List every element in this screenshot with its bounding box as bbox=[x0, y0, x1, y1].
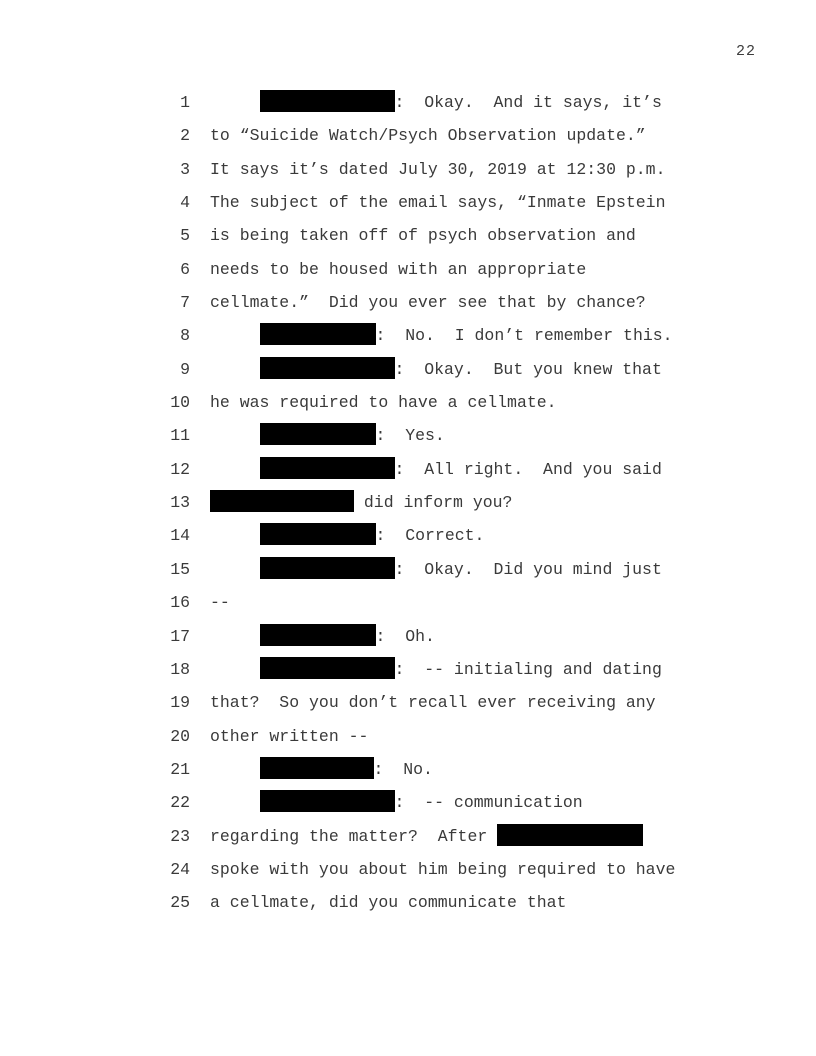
transcript-line bbox=[0, 853, 816, 886]
line-number: 18 bbox=[170, 659, 190, 679]
redaction-bar bbox=[260, 423, 376, 445]
line-number: 9 bbox=[180, 359, 190, 379]
transcript-text: regarding the matter? After bbox=[210, 820, 643, 853]
line-number: 16 bbox=[170, 593, 190, 613]
transcript-text: : -- initialing and dating bbox=[210, 653, 662, 686]
line-number: 4 bbox=[180, 193, 190, 213]
transcript-line bbox=[0, 286, 816, 319]
transcript-text: other written -- bbox=[210, 726, 369, 746]
redaction-bar bbox=[260, 457, 395, 479]
redaction-bar bbox=[260, 657, 395, 679]
transcript-text: : Yes. bbox=[210, 419, 445, 452]
line-number: 15 bbox=[170, 559, 190, 579]
line-number: 12 bbox=[170, 459, 190, 479]
line-number: 23 bbox=[170, 826, 190, 846]
transcript-line bbox=[0, 886, 816, 919]
transcript-text: : Okay. And it says, it’s bbox=[210, 86, 662, 119]
transcript-line bbox=[0, 653, 816, 686]
transcript-text: cellmate.” Did you ever see that by chance? bbox=[210, 293, 646, 313]
transcript-text: : Okay. Did you mind just bbox=[210, 553, 662, 586]
transcript-line bbox=[0, 519, 816, 552]
transcript-line bbox=[0, 720, 816, 753]
transcript-line bbox=[0, 586, 816, 619]
transcript-line bbox=[0, 353, 816, 386]
line-number: 10 bbox=[170, 393, 190, 413]
line-number: 6 bbox=[180, 259, 190, 279]
transcript-line bbox=[0, 786, 816, 819]
line-number: 20 bbox=[170, 726, 190, 746]
transcript-line bbox=[0, 620, 816, 653]
redaction-bar bbox=[260, 624, 376, 646]
transcript-line bbox=[0, 553, 816, 586]
line-number: 13 bbox=[170, 493, 190, 513]
line-number: 7 bbox=[180, 293, 190, 313]
transcript-line bbox=[0, 319, 816, 352]
transcript-text: : No. I don’t remember this. bbox=[210, 319, 673, 352]
transcript-line bbox=[0, 119, 816, 152]
transcript-text: : No. bbox=[210, 753, 433, 786]
line-number: 17 bbox=[170, 626, 190, 646]
line-number: 22 bbox=[170, 793, 190, 813]
transcript-line bbox=[0, 153, 816, 186]
transcript-line bbox=[0, 753, 816, 786]
line-number: 19 bbox=[170, 693, 190, 713]
line-number: 2 bbox=[180, 126, 190, 146]
redaction-bar bbox=[260, 323, 376, 345]
redaction-bar bbox=[260, 557, 395, 579]
line-number: 8 bbox=[180, 326, 190, 346]
transcript-text: is being taken off of psych observation and bbox=[210, 226, 636, 246]
transcript-text: spoke with you about him being required to have bbox=[210, 859, 676, 879]
redaction-bar bbox=[260, 757, 374, 779]
line-number: 5 bbox=[180, 226, 190, 246]
transcript-line bbox=[0, 386, 816, 419]
redaction-bar bbox=[260, 357, 395, 379]
line-number: 3 bbox=[180, 159, 190, 179]
line-number: 21 bbox=[170, 759, 190, 779]
redaction-bar bbox=[210, 490, 354, 512]
transcript-text: -- bbox=[210, 593, 230, 613]
transcript-text: that? So you don’t recall ever receiving any bbox=[210, 693, 656, 713]
transcript-text: It says it’s dated July 30, 2019 at 12:30 p.m. bbox=[210, 159, 666, 179]
transcript-line bbox=[0, 186, 816, 219]
transcript-text: needs to be housed with an appropriate bbox=[210, 259, 587, 279]
transcript-line bbox=[0, 686, 816, 719]
transcript-line bbox=[0, 453, 816, 486]
redaction-bar bbox=[260, 523, 376, 545]
transcript-text: The subject of the email says, “Inmate Epstein bbox=[210, 193, 666, 213]
transcript-line bbox=[0, 419, 816, 452]
transcript-text: a cellmate, did you communicate that bbox=[210, 893, 567, 913]
page-number: 22 bbox=[735, 43, 756, 60]
line-number: 24 bbox=[170, 859, 190, 879]
transcript-line bbox=[0, 486, 816, 519]
line-number: 1 bbox=[180, 93, 190, 112]
line-number: 14 bbox=[170, 526, 190, 546]
transcript-line bbox=[0, 820, 816, 853]
redaction-bar bbox=[260, 790, 395, 812]
redaction-bar bbox=[497, 824, 643, 846]
redaction-bar bbox=[260, 90, 395, 112]
transcript-text: : Oh. bbox=[210, 620, 435, 653]
transcript-line bbox=[0, 86, 816, 119]
transcript-text: : -- communication bbox=[210, 786, 583, 819]
transcript-text: he was required to have a cellmate. bbox=[210, 393, 557, 413]
line-number: 25 bbox=[170, 893, 190, 913]
transcript-text: : Okay. But you knew that bbox=[210, 353, 662, 386]
transcript-text: did inform you? bbox=[210, 486, 512, 519]
line-number: 11 bbox=[170, 426, 190, 446]
transcript-text: to “Suicide Watch/Psych Observation update.” bbox=[210, 126, 646, 146]
transcript-line bbox=[0, 219, 816, 252]
transcript-text: : All right. And you said bbox=[210, 453, 662, 486]
transcript-body bbox=[0, 86, 816, 920]
transcript-line bbox=[0, 253, 816, 286]
transcript-text: : Correct. bbox=[210, 519, 484, 552]
